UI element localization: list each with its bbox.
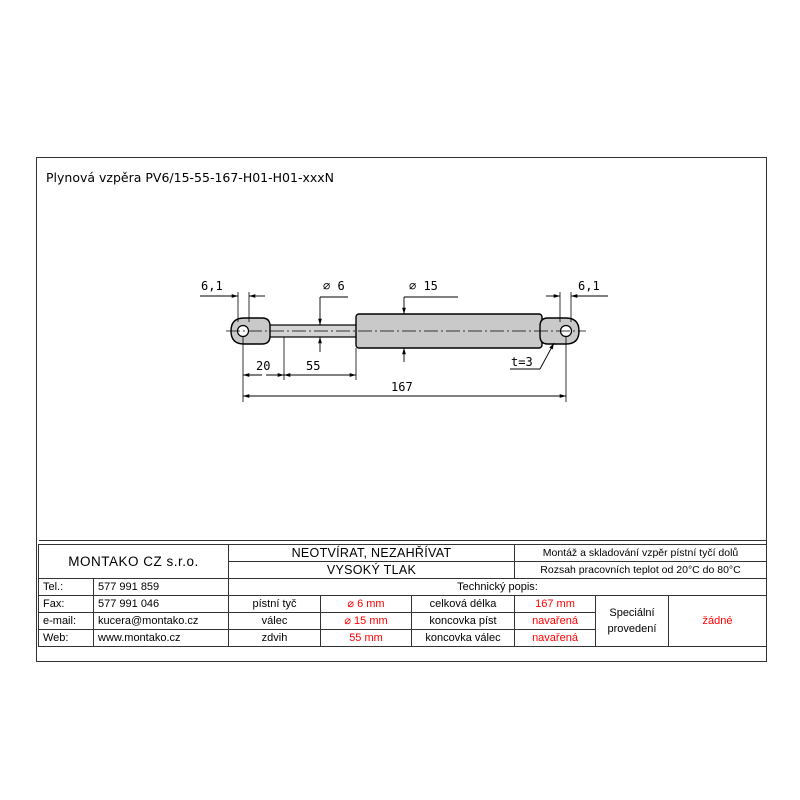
- cylinder-label: válec: [229, 613, 321, 630]
- company-name: MONTAKO CZ s.r.o.: [39, 545, 229, 579]
- fax-value: 577 991 046: [94, 596, 229, 613]
- rod-end-label: koncovka píst: [412, 613, 515, 630]
- dim-label-55: 55: [306, 359, 321, 373]
- dim-label-rod-diameter: ⌀ 6: [323, 279, 345, 293]
- web-value[interactable]: www.montako.cz: [94, 630, 229, 647]
- rod-end-value: navařená: [515, 613, 596, 630]
- title-block: [38, 540, 767, 647]
- dim-label-body-diameter: ⌀ 15: [409, 279, 438, 293]
- email-label: e-mail:: [39, 613, 94, 630]
- dim-label-eye-left: 6,1: [201, 279, 223, 293]
- cylinder-value: ⌀ 15 mm: [321, 613, 412, 630]
- cyl-end-value: navařená: [515, 630, 596, 647]
- warning-line-1: NEOTVÍRAT, NEZAHŘÍVAT: [229, 545, 515, 562]
- tel-label: Tel.:: [39, 579, 94, 596]
- email-value[interactable]: kucera@montako.cz: [94, 613, 229, 630]
- special-label: Speciální provedení: [596, 596, 669, 647]
- length-value: 167 mm: [515, 596, 596, 613]
- length-label: celková délka: [412, 596, 515, 613]
- cyl-end-label: koncovka válec: [412, 630, 515, 647]
- dim-label-20: 20: [256, 359, 271, 373]
- drawing-title: Plynová vzpěra PV6/15-55-167-H01-H01-xxxN: [46, 170, 334, 185]
- dim-label-eye-right: 6,1: [578, 279, 600, 293]
- warning-line-2: VYSOKÝ TLAK: [229, 562, 515, 579]
- fax-label: Fax:: [39, 596, 94, 613]
- rod-value: ⌀ 6 mm: [321, 596, 412, 613]
- thickness-label: t=3: [511, 355, 533, 369]
- web-label: Web:: [39, 630, 94, 647]
- stroke-value: 55 mm: [321, 630, 412, 647]
- special-value: žádné: [669, 596, 767, 647]
- mounting-note: Montáž a skladování vzpěr pístní tyčí dolů: [515, 545, 767, 562]
- stroke-label: zdvih: [229, 630, 321, 647]
- tel-value: 577 991 859: [94, 579, 229, 596]
- spec-header: Technický popis:: [229, 579, 767, 596]
- rod-label: pístní tyč: [229, 596, 321, 613]
- dim-label-total-length: 167: [391, 380, 413, 394]
- temperature-note: Rozsah pracovních teplot od 20°C do 80°C: [515, 562, 767, 579]
